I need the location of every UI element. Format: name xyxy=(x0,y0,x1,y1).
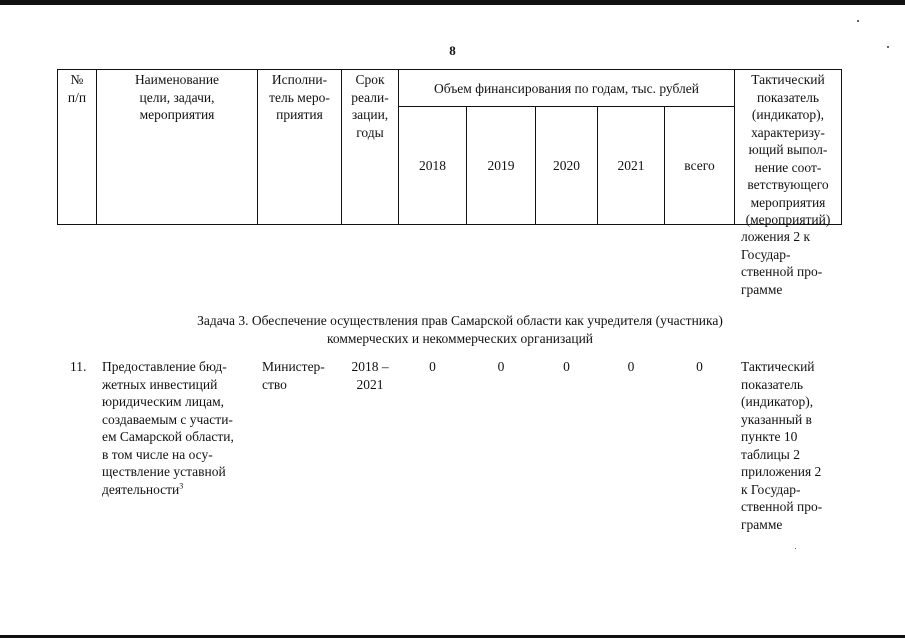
scan-speck xyxy=(857,20,859,22)
row-value-2019: 0 xyxy=(497,359,505,374)
header-year-2020: 2020 xyxy=(553,158,580,173)
bottom-border xyxy=(0,635,905,638)
row-value-2020: 0 xyxy=(563,359,570,374)
scan-speck xyxy=(795,548,796,549)
row-number: 11. xyxy=(70,359,87,374)
header-year-2019: 2019 xyxy=(487,158,515,173)
task-heading: Задача 3. Обеспечение осуществления прав Самарской области как учредителя (участника) коммерческих и некоммерческих организаций xyxy=(197,313,723,346)
header-col-number: № п/п xyxy=(67,72,87,105)
row-value-total: 0 xyxy=(696,359,703,374)
row-name: Предоставление бюд- жетных инвестиций юридическим лицам, создаваемым с участи- ем Самарской области, в том числе на осу- ществление уставной деятельности$^3$ xyxy=(102,359,234,497)
row-value-2018: 0 xyxy=(429,359,436,374)
header-col-financing: Объем финансирования по годам, тыс. рублей xyxy=(434,81,699,96)
header-col-name: Наименование цели, задачи, мероприятия xyxy=(134,72,220,122)
header-col-indicator: Тактический показатель (индикатор), характеризу- ющий выпол- нение соот- ветствующего мероприятия (мероприятий) xyxy=(745,72,831,227)
header-year-2021: 2021 xyxy=(617,158,645,173)
indicator-carryover-text: ложения 2 к Государ- ственной про- грамме xyxy=(741,229,823,297)
header-year-2018: 2018 xyxy=(419,158,446,173)
header-col-executor: Исполни- тель меро- приятия xyxy=(269,72,330,122)
page-number: 8 xyxy=(449,43,456,58)
header-total: всего xyxy=(684,158,715,173)
row-indicator: Тактический показатель (индикатор), указанный в пункте 10 таблицы 2 приложения 2 к Государ- ственной про- грамме xyxy=(741,359,823,532)
top-border xyxy=(0,0,905,5)
footnote-mark: 3 xyxy=(179,481,184,490)
row-term: 2018 – 2021 xyxy=(351,359,389,392)
header-col-term: Срок реали- зации, годы xyxy=(351,72,389,140)
row-executor: Министер- ство xyxy=(262,359,325,392)
row-value-2021: 0 xyxy=(627,359,635,374)
